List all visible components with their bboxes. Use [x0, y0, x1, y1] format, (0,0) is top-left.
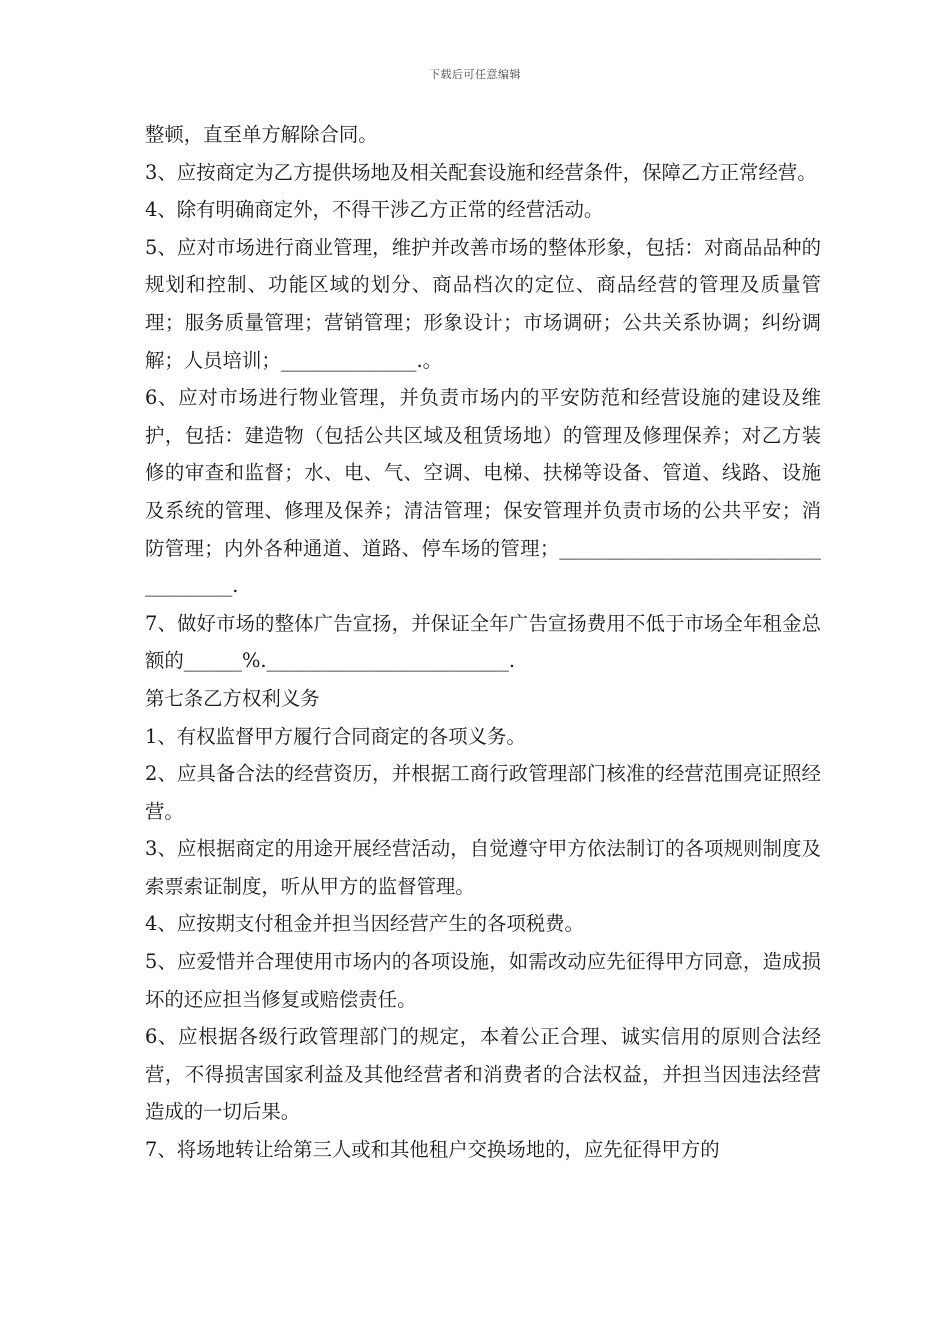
- clause-item-7: 7、做好市场的整体广告宣扬，并保证全年广告宣扬费用不低于市场全年租金总额的______%._________________________.: [145, 611, 821, 673]
- section-heading-article-7: 第七条乙方权利义务: [145, 686, 320, 710]
- party-b-item-2: 2、应具备合法的经营资历，并根据工商行政管理部门核准的经营范围亮证照经营。: [145, 762, 821, 823]
- party-b-item-5: 5、应爱惜并合理使用市场内的各项设施，如需改动应先征得甲方同意，造成损坏的还应担当修复或赔偿责任。: [145, 950, 821, 1011]
- party-b-item-7: 7、将场地转让给第三人或和其他租户交换场地的，应先征得甲方的: [145, 1138, 720, 1162]
- party-b-item-4: 4、应按期支付租金并担当因经营产生的各项税费。: [145, 912, 584, 936]
- clause-item-6: 6、应对市场进行物业管理，并负责市场内的平安防范和经营设施的建设及维护，包括：建造物（包括公共区域及租赁场地）的管理及修理保养；对乙方装修的审查和监督；水、电、气、空调、电梯、扶梯等设备、管道、线路、设施及系统的管理、修理及保养；清洁管理；保安管理并负责市场的公共平安；消防管理；内外各种通道、道路、停车场的管理；____________________________________.: [145, 386, 821, 598]
- document-body: [145, 116, 821, 1169]
- party-b-item-3: 3、应根据商定的用途开展经营活动，自觉遵守甲方依法制订的各项规则制度及索票索证制度，听从甲方的监督管理。: [145, 837, 821, 898]
- party-b-item-1: 1、有权监督甲方履行合同商定的各项义务。: [145, 724, 526, 748]
- clause-item-3: 3、应按商定为乙方提供场地及相关配套设施和经营条件，保障乙方正常经营。: [145, 160, 817, 184]
- party-b-item-6: 6、应根据各级行政管理部门的规定，本着公正合理、诚实信用的原则合法经营，不得损害国家利益及其他经营者和消费者的合法权益，并担当因违法经营造成的一切后果。: [145, 1025, 821, 1124]
- clause-item-4: 4、除有明确商定外，不得干涉乙方正常的经营活动。: [145, 198, 604, 222]
- paragraph-continuation: 整顿，直至单方解除合同。: [145, 123, 378, 146]
- clause-item-5: 5、应对市场进行商业管理，维护并改善市场的整体形象，包括：对商品品种的规划和控制、功能区域的划分、商品档次的定位、商品经营的管理及质量管理；服务质量管理；营销管理；形象设计；市场调研；公共关系协调；纠纷调解；人员培训；______________.。: [145, 235, 821, 372]
- page-header: 下载后可任意编辑: [429, 68, 521, 81]
